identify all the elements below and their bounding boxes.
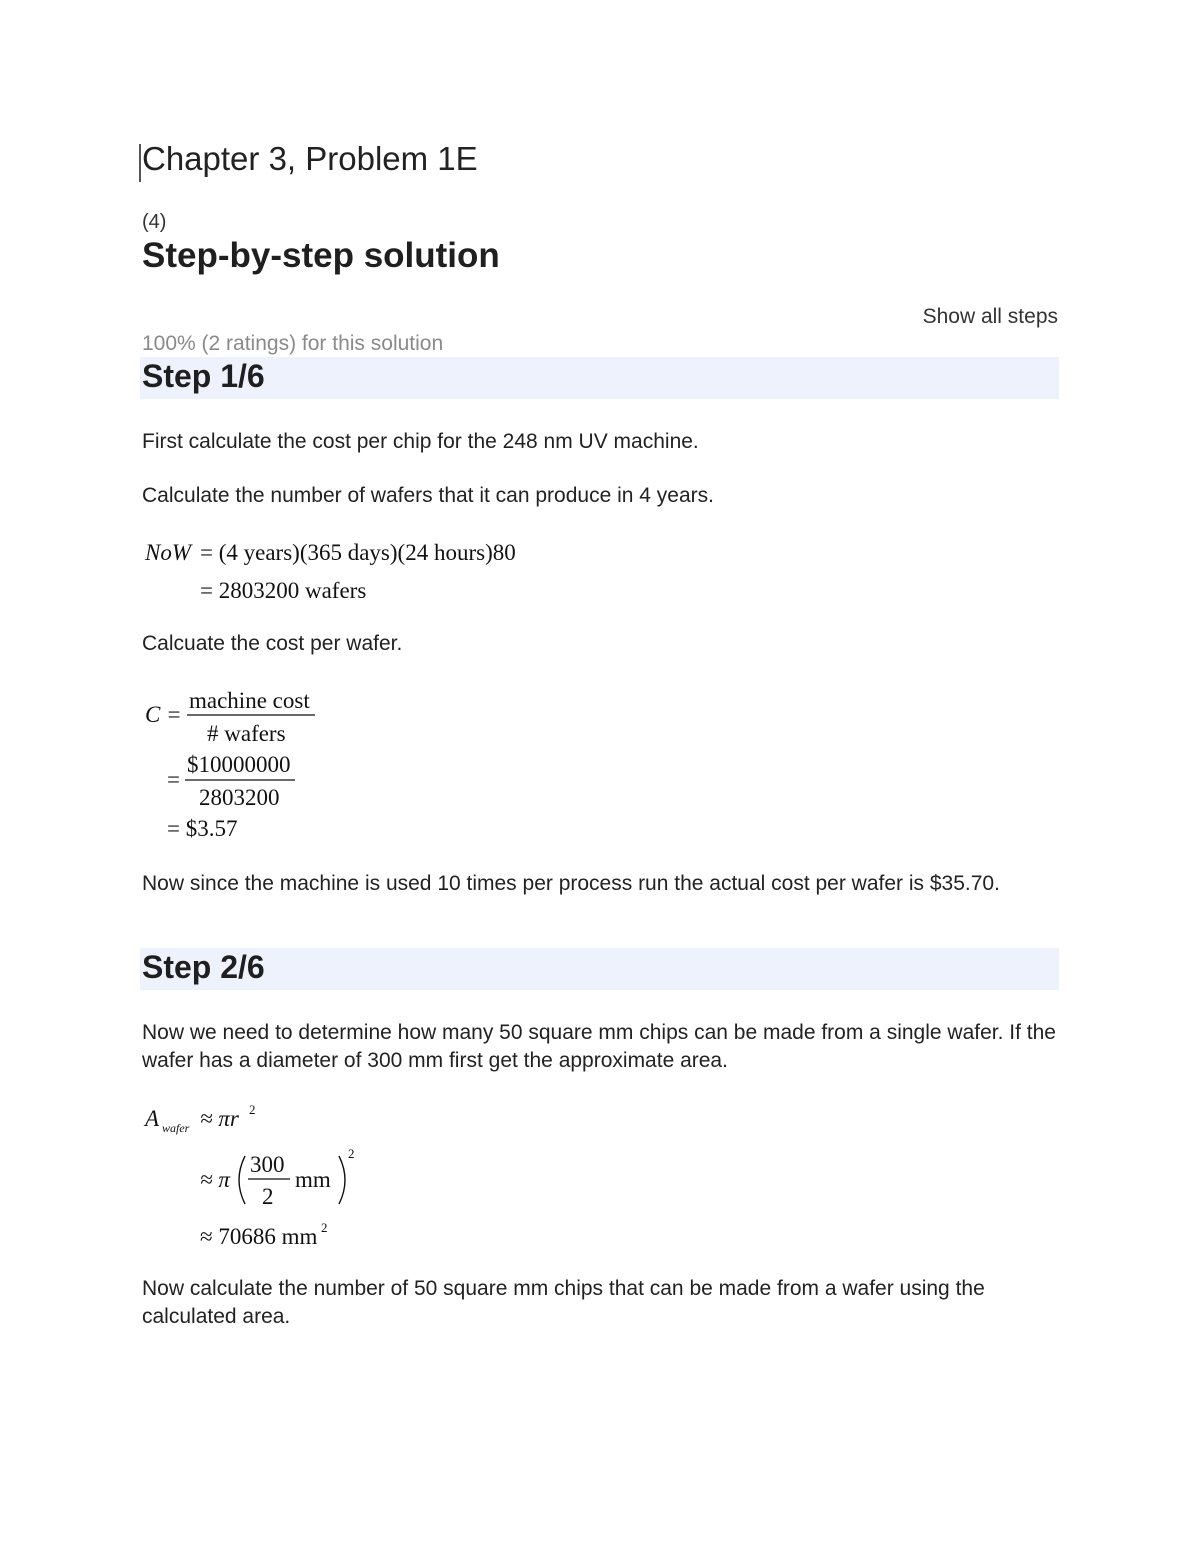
step-1-paragraph-4: Now since the machine is used 10 times per process run the actual cost per wafer is $35.70.	[142, 872, 1000, 895]
rating-summary: 100% (2 ratings) for this solution	[142, 332, 444, 355]
show-all-steps-link[interactable]: Show all steps	[922, 305, 1058, 328]
eq-wafers-line-1: = (4 years)(365 days)(24 hours)80	[200, 540, 516, 565]
eq-area-right-paren	[339, 1156, 345, 1204]
step-2-paragraph-1: Now we need to determine how many 50 square mm chips can be made from a single wafer. If the wafer has a diameter of 300 mm first get the approximate area.	[142, 1021, 1056, 1072]
step-1-paragraph-2: Calculate the number of wafers that it can produce in 4 years.	[142, 484, 714, 507]
eq-wafers-line-2: = 2803200 wafers	[200, 578, 367, 603]
step-2-paragraph-2: Now calculate the number of 50 square mm chips that can be made from a wafer using the calculated area.	[142, 1277, 985, 1328]
eq-cost-result: = $3.57	[167, 816, 238, 841]
step-1-paragraph-1: First calculate the cost per chip for the 248 nm UV machine.	[142, 430, 699, 453]
eq-cost-denominator-2: 2803200	[199, 785, 280, 810]
equation-wafer-area	[145, 1098, 445, 1258]
eq-cost-denominator-1: # wafers	[207, 721, 286, 746]
eq-cost-lhs: C =	[145, 702, 182, 727]
text-cursor	[139, 144, 141, 182]
eq-area-lhs: A	[145, 1106, 160, 1131]
eq-area-rhs-1-exponent: 2	[249, 1102, 256, 1117]
equation-cost-per-wafer	[145, 684, 405, 844]
step-2-title: Step 2/6	[142, 949, 265, 985]
eq-area-approx-pi: ≈ π	[200, 1167, 230, 1192]
eq-cost-numerator-2: $10000000	[187, 752, 291, 777]
solution-heading: Step-by-step solution	[142, 236, 500, 275]
eq-area-lhs-subscript: wafer	[162, 1121, 190, 1135]
eq-wafers-lhs: NoW	[145, 540, 191, 565]
step-1-title: Step 1/6	[142, 358, 265, 394]
step-1-paragraph-3: Calcuate the cost per wafer.	[142, 632, 403, 655]
eq-area-left-paren	[239, 1156, 245, 1204]
eq-area-exponent: 2	[348, 1146, 355, 1161]
eq-area-unit: mm	[295, 1167, 331, 1192]
eq-area-result-exponent: 2	[321, 1220, 328, 1235]
eq-cost-equals-2: =	[167, 767, 180, 792]
equation-number-of-wafers	[145, 532, 565, 612]
eq-area-rhs-1: ≈ πr	[200, 1106, 239, 1131]
step-2-header	[140, 948, 1059, 990]
eq-cost-numerator-1: machine cost	[189, 688, 310, 713]
step-1-header	[140, 357, 1059, 399]
chapter-title: Chapter 3, Problem 1E	[142, 140, 478, 177]
eq-area-denominator: 2	[262, 1184, 274, 1209]
eq-area-result: ≈ 70686 mm	[200, 1224, 318, 1249]
eq-area-numerator: 300	[250, 1152, 285, 1177]
ratings-count: (4)	[142, 211, 167, 233]
